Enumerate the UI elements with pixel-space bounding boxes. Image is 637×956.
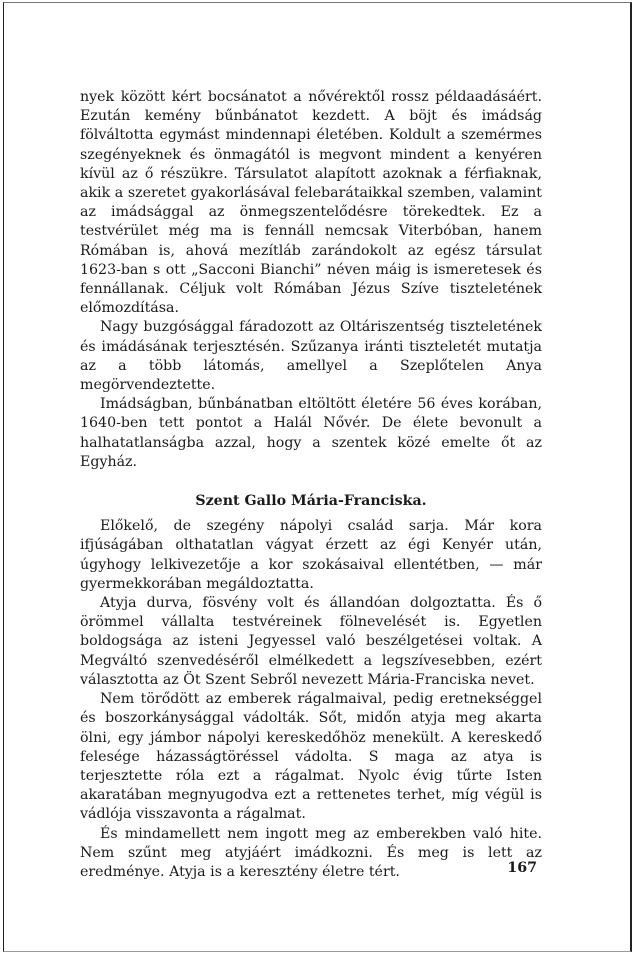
page-text bbox=[80, 88, 542, 882]
paragraph: És mindamellett nem ingott meg az emberekben való hite. Nem szűnt meg atyjáért imádkozni. És meg is lett az eredménye. Atyja is a keresztény életre tért. bbox=[80, 825, 542, 880]
paragraph: Nagy buzgósággal fáradozott az Oltáriszentség tiszteletének és imádásának terjesztésén. Szűzanya iránti tiszteletét mutatja az a több látomás, amellyel a Szeplőtelen Anya megörvendeztette. bbox=[80, 319, 542, 394]
paragraph-continued: nyek között kért bocsánatot a nővérektől rossz példaadásáért. Ezután kemény bűnbánatot kezdett. A böjt és imádság fölváltotta egymást mindennapi életében. Koldult a szemérmes szegényeknek és önmagától is megvont mindent a kenyéren kívül az ő részükre. Társulatot alapított azoknak a férfiaknak, akik a szeretet gyakorlásával felebarátaikkal szemben, valamint az imádsággal az önmegszentelődésre törekedtek. Ez a testvérület még ma is fennáll nemcsak Viterbóban, hanem Rómában is, ahová mezítláb zarándokolt az egész társulat 1623-ban s ott „Sacconi Bianchi” néven máig is ismeretesek és fennállanak. Céljuk volt Rómában Jézus Szíve tiszteletének előmozdítása. bbox=[80, 89, 542, 317]
paragraph: Előkelő, de szegény nápolyi család sarja. Már kora ifjúságában olthatatlan vágyat érzett az égi Kenyér után, úgyhogy lelkivezetője a kor szokásaival ellentétben, — már gyermekkorában megáldoztatta. bbox=[80, 518, 542, 592]
paragraph: Atyja durva, fösvény volt és állandóan dolgoztatta. És ő örömmel vállalta testvéreinek fölnevelését is. Egyetlen boldogsága az isteni Jegyessel való beszélgetései voltak. A Megváltó szenvedéséről elmélkedett a legszívesebben, ezért választotta az Öt Szent Sebről nevezett Mária-Franciska nevet. bbox=[80, 595, 542, 688]
paragraph: Imádságban, bűnbánatban eltöltött életére 56 éves korában, 1640-ben tett pontot a Halál Nővér. De élete bevonult a halhatatlanságba azzal, hogy a szentek közé emelte őt az Egyház. bbox=[80, 396, 542, 470]
paragraph: Nem törődött az emberek rágalmaival, pedig eretnekséggel és boszorkánysággal vádolták. Sőt, midőn atyja meg akarta ölni, egy jámbor nápolyi kereskedőhöz menekült. A kereskedő felesége házasságtöréssel vádolta. S maga az atya is terjesztette róla ezt a rágalmat. Nyolc évig tűrte Isten akaratában megnyugodva ezt a rettenetes terhet, míg végül is vádlója visszavonta a rágalmat. bbox=[80, 691, 542, 823]
page-number: 167 bbox=[507, 860, 537, 876]
section-heading: Szent Gallo Mária-Franciska. bbox=[195, 493, 427, 510]
